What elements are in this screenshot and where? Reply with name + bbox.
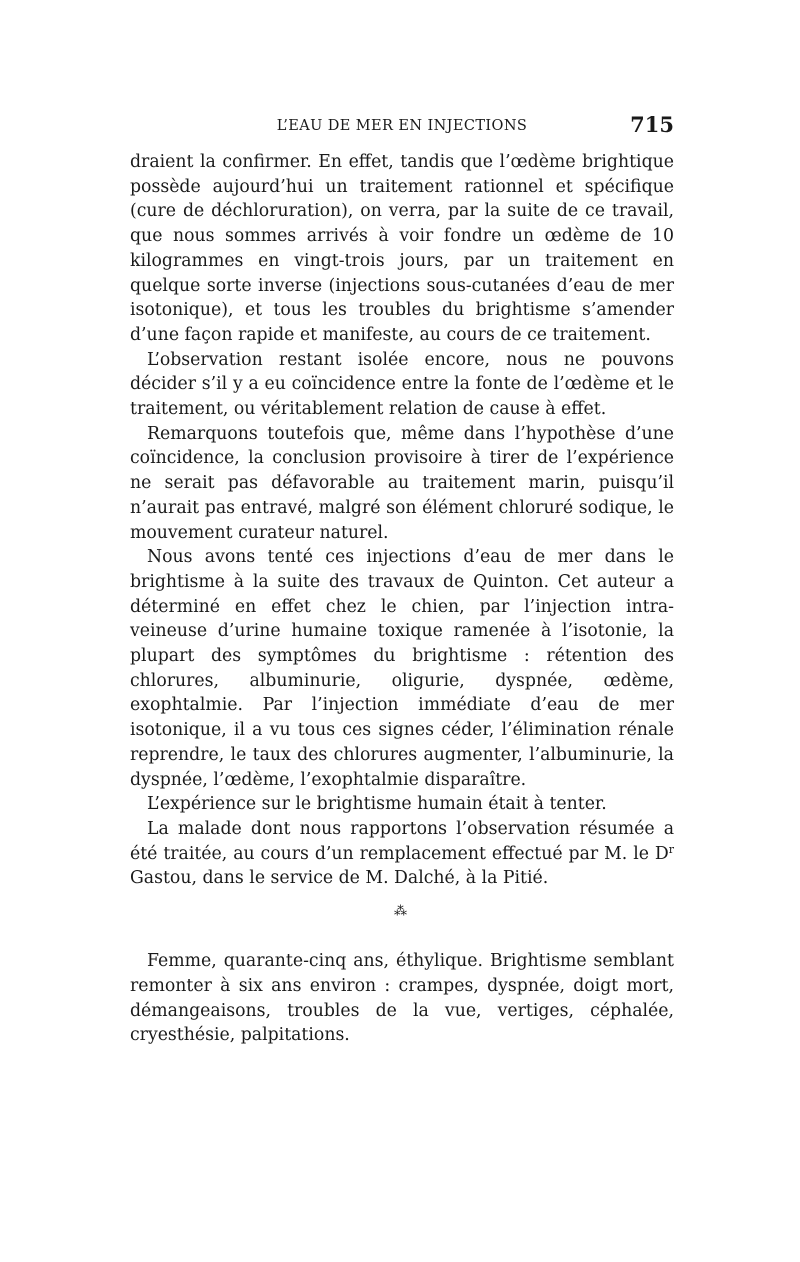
paragraph-text: La malade dont nous rapportons l’observation résumée a été traitée, au cours d’un remplacement effectué par M. le D bbox=[130, 818, 674, 864]
asterism: ⁂ bbox=[394, 904, 408, 920]
running-head bbox=[130, 112, 674, 146]
paragraph-text: L’expérience sur le brightisme humain était à tenter. bbox=[147, 794, 607, 815]
paragraph-text: Femme, quarante-cinq ans, éthylique. Brightisme semblant remonter à six ans environ : crampes, dyspnée, doigt mort, démangeaisons, troubles de la vue, vertiges, céphalée, cryesthésie, palpitations. bbox=[130, 951, 674, 1046]
paragraph-text: draient la confirmer. En effet, tandis que l’œdème brightique possède aujourd’hui un traitement rationnel et spécifique (cure de déchloruration), on verra, par la suite de ce travail, que nous sommes arrivés à voir fondre un œdème de 10 kilogrammes en vingt-trois jours, par un traitement en quelque sorte inverse (injections sous-cutanées d’eau de mer isotonique), et tous les troubles du brightisme s’amender d’une façon rapide et manifeste, au cours de ce traitement. bbox=[130, 152, 674, 345]
paragraph bbox=[130, 348, 674, 422]
paragraph-text: Remarquons toutefois que, même dans l’hypothèse d’une coïncidence, la conclusion provisoire à tirer de l’expérience ne serait pas défavorable au traitement marin, puisqu’il n’aurait pas entravé, malgré son élément chloruré sodique, le mouvement curateur naturel. bbox=[130, 423, 674, 543]
body-text bbox=[130, 150, 674, 1048]
paragraph-text: L’observation restant isolée encore, nous ne pouvons décider s’il y a eu coïncidence entre la fonte de l’œdème et le traitement, ou véritablement relation de cause à effet. bbox=[130, 349, 674, 420]
section-separator bbox=[130, 891, 674, 949]
superscript: r bbox=[668, 842, 674, 856]
paragraph bbox=[130, 150, 674, 348]
paragraph-text: Gastou, dans le service de M. Dalché, à la Pitié. bbox=[130, 868, 549, 889]
paragraph bbox=[130, 792, 674, 817]
paragraph bbox=[130, 422, 674, 546]
page-number: 715 bbox=[630, 112, 674, 137]
paragraph bbox=[130, 817, 674, 891]
observation-paragraph bbox=[130, 949, 674, 1048]
paragraph-text: Nous avons tenté ces injections d’eau de mer dans le brightisme à la suite des travaux de Quinton. Cet auteur a déterminé en effet chez le chien, par l’injection intra-veineuse d’urine humaine toxique ramenée à l’isotonie, la plupart des symptômes du brightisme : rétention des chlorures, albuminurie, oligurie, dyspnée, œdème, exophtalmie. Par l’injection immédiate d’eau de mer isotonique, il a vu tous ces signes céder, l’élimination rénale reprendre, le taux des chlorures augmenter, l’albuminurie, la dyspnée, l’œdème, l’exophtalmie disparaître. bbox=[130, 547, 674, 790]
paragraph bbox=[130, 545, 674, 792]
running-title: L’EAU DE MER EN INJECTIONS bbox=[276, 118, 528, 134]
